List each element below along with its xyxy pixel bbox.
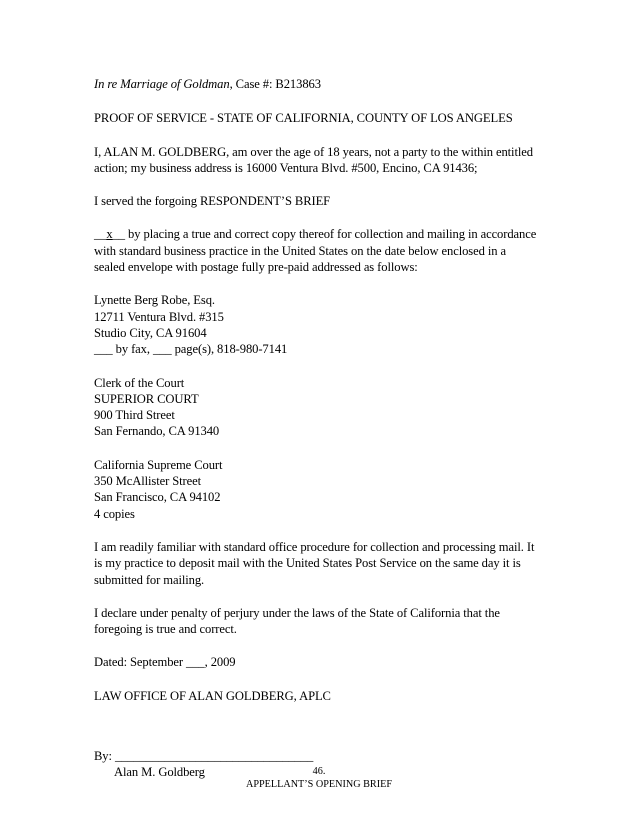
addressee-line: SUPERIOR COURT <box>94 391 199 406</box>
declaration-line: foregoing is true and correct. <box>94 622 237 637</box>
addressee-line: California Supreme Court <box>94 457 223 472</box>
service-method-mark: x <box>106 227 113 242</box>
firm-name: LAW OFFICE OF ALAN GOLDBERG, APLC <box>94 688 331 703</box>
case-name: In re Marriage of Goldman <box>94 77 230 91</box>
familiarity-line: is my practice to deposit mail with the United States Post Service on the same day it is <box>94 556 521 571</box>
page-number: 46. <box>312 766 326 777</box>
declarant-statement <box>94 144 550 177</box>
service-method-line: sealed envelope with postage fully pre-paid addressed as follows: <box>94 260 418 275</box>
addressee-line: Studio City, CA 91604 <box>94 325 207 340</box>
proof-of-service-heading: PROOF OF SERVICE - STATE OF CALIFORNIA, COUNTY OF LOS ANGELES <box>94 111 513 126</box>
addressee-line: 12711 Ventura Blvd. #315 <box>94 309 224 324</box>
familiarity-statement <box>94 539 550 588</box>
addressee-line: 900 Third Street <box>94 408 175 423</box>
service-method-line: with standard business practice in the United States on the date below enclosed in a <box>94 243 506 258</box>
perjury-declaration <box>94 605 550 638</box>
addressee-line: 4 copies <box>94 506 135 521</box>
page-footer <box>0 765 638 791</box>
service-method-line <box>94 226 550 242</box>
case-caption <box>94 76 550 92</box>
addressee-line: 350 McAllister Street <box>94 474 202 489</box>
declaration-line: I declare under penalty of perjury under the laws of the State of California that the <box>94 605 500 620</box>
dated-line: Dated: September ___, 2009 <box>94 655 236 670</box>
addressee-line: San Fernando, CA 91340 <box>94 424 220 439</box>
addressee-line: ___ by fax, ___ page(s), 818-980-7141 <box>94 342 288 357</box>
case-number: , Case #: B213863 <box>229 77 321 91</box>
signer-name: Alan M. Goldberg <box>114 765 205 780</box>
addressee-line: Lynette Berg Robe, Esq. <box>94 293 215 308</box>
service-method <box>94 226 550 275</box>
addressee-block <box>94 292 550 357</box>
signature-by-line: By: ________________________________ <box>94 749 314 764</box>
addressee-block <box>94 457 550 522</box>
addressee-line: San Francisco, CA 94102 <box>94 490 221 505</box>
declarant-line: action; my business address is 16000 Ventura Blvd. #500, Encino, CA 91436; <box>94 160 478 175</box>
addressee-block <box>94 375 550 440</box>
familiarity-line: I am readily familiar with standard office procedure for collection and processing mail. It <box>94 539 535 554</box>
addressee-line: Clerk of the Court <box>94 375 185 390</box>
served-statement: I served the forgoing RESPONDENT’S BRIEF <box>94 194 331 209</box>
declarant-line: I, ALAN M. GOLDBERG, am over the age of 18 years, not a party to the within entitled <box>94 144 533 159</box>
proof-of-service-body <box>94 76 550 798</box>
footer-document-title: APPELLANT’S OPENING BRIEF <box>245 779 393 790</box>
service-method-text: __ by placing a true and correct copy thereof for collection and mailing in accordance <box>112 227 537 242</box>
service-method-prefix: __ <box>94 227 107 242</box>
familiarity-line: submitted for mailing. <box>94 572 205 587</box>
